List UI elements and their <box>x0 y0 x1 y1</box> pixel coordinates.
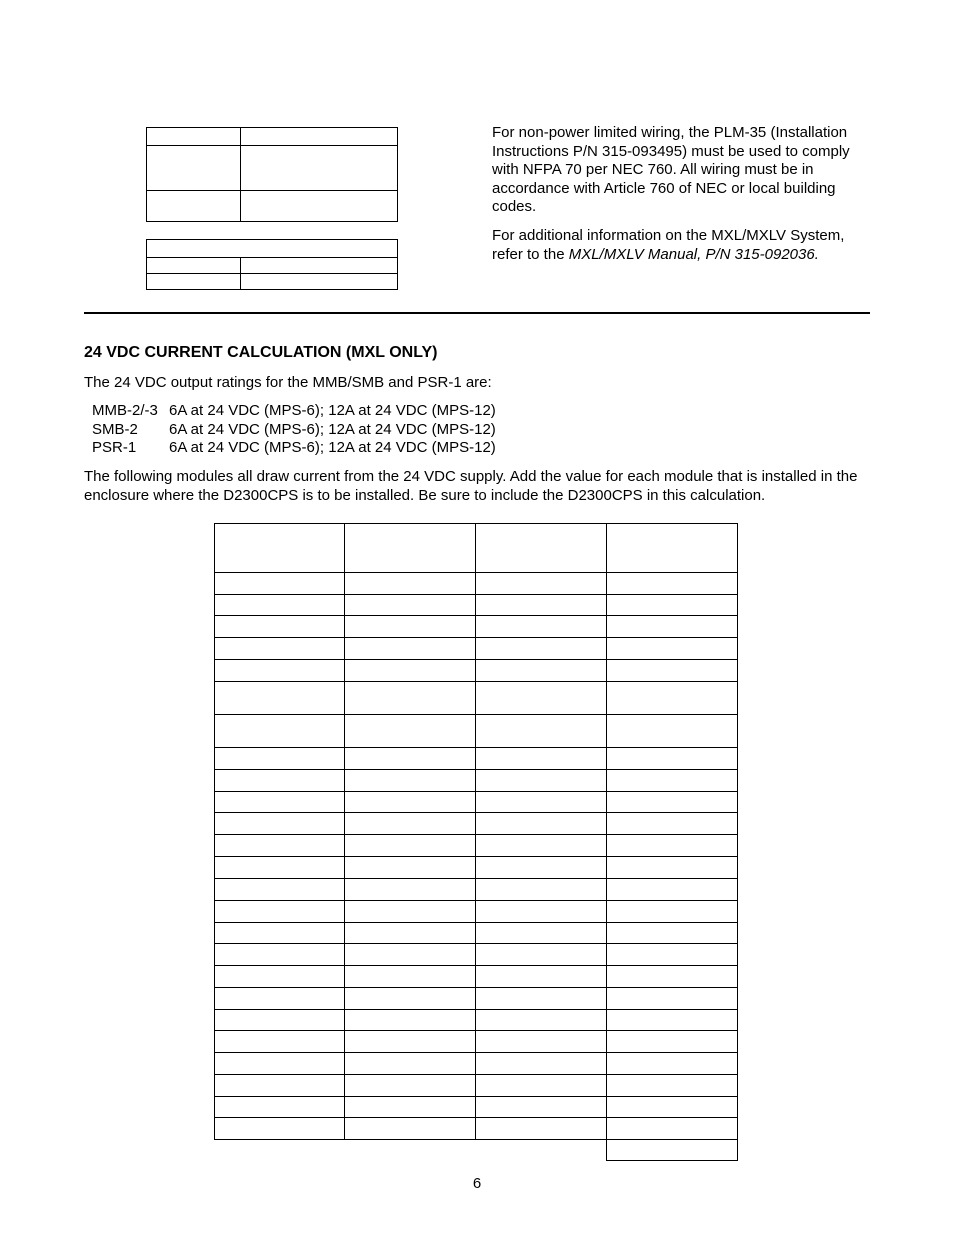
table-row-line <box>214 637 738 638</box>
page-number: 6 <box>472 1175 482 1192</box>
additional-info-prefix: For additional information on the MXL/MXLV System, refer to the <box>492 227 845 263</box>
table-column-line <box>606 523 607 1140</box>
rating-value: 6A at 24 VDC (MPS-6); 12A at 24 VDC (MPS-12) <box>169 439 496 456</box>
table-row-line <box>214 1117 738 1118</box>
rating-module: SMB-2 <box>92 420 138 438</box>
table-row-line <box>214 987 738 988</box>
table-row-line <box>214 681 738 682</box>
table-row-line <box>214 1030 738 1031</box>
table-row-line <box>214 812 738 813</box>
wiring-table-top <box>146 127 398 222</box>
table-row-line <box>214 791 738 792</box>
rating-module: MMB-2/-3 <box>92 402 158 419</box>
table-row-line <box>214 1009 738 1010</box>
table-row-line <box>214 747 738 748</box>
table-row-line <box>214 922 738 923</box>
table-cell <box>241 258 398 274</box>
rating-value: 6A at 24 VDC (MPS-6); 12A at 24 VDC (MPS-12) <box>169 402 496 419</box>
table-cell <box>147 128 241 146</box>
table-row-line <box>214 523 738 524</box>
table-row-line <box>214 769 738 770</box>
current-calculation-table <box>214 523 737 1161</box>
rating-module: PSR-1 <box>92 439 137 456</box>
total-cell <box>606 1139 738 1161</box>
table-row-line <box>214 572 738 573</box>
table-cell <box>241 274 398 290</box>
table-column-line <box>737 523 738 1140</box>
table-cell <box>147 191 241 222</box>
list-item <box>92 402 496 421</box>
table-row-line <box>214 856 738 857</box>
table-row-line <box>214 659 738 660</box>
table-cell <box>147 258 241 274</box>
table-cell <box>241 128 398 146</box>
table-cell <box>241 146 398 191</box>
list-item <box>92 421 496 440</box>
rating-value: 6A at 24 VDC (MPS-6); 12A at 24 VDC (MPS-12) <box>169 420 496 438</box>
table-row-line <box>214 943 738 944</box>
table-row-line <box>214 1074 738 1075</box>
wiring-table-bottom <box>146 239 398 290</box>
table-row-line <box>214 594 738 595</box>
additional-info <box>492 227 877 264</box>
list-item <box>92 439 496 458</box>
manual-reference: MXL/MXLV Manual, P/N 315-092036. <box>568 245 819 263</box>
calculation-instructions: The following modules all draw current from the 24 VDC supply. Add the value for each module that is installed in the enclosure where the D2300CPS is to be installed. Be sure to include the D2300CPS in this calculation. <box>84 468 858 504</box>
table-row-line <box>214 834 738 835</box>
table-row-line <box>214 1096 738 1097</box>
table-cell <box>147 274 241 290</box>
ratings-list <box>92 402 496 458</box>
table-row-line <box>214 900 738 901</box>
section-heading: 24 VDC CURRENT CALCULATION (MXL ONLY) <box>84 344 438 361</box>
table-column-line <box>214 523 215 1140</box>
table-row-line <box>214 965 738 966</box>
table-row-line <box>214 878 738 879</box>
table-row-line <box>214 1052 738 1053</box>
table-column-line <box>344 523 345 1140</box>
ratings-intro: The 24 VDC output ratings for the MMB/SMB and PSR-1 are: <box>84 374 492 391</box>
table-row-line <box>214 615 738 616</box>
table-cell <box>147 146 241 191</box>
plm-note: For non-power limited wiring, the PLM-35 (Installation Instructions P/N 315-093495) must be used to comply with NFPA 70 per NEC 760. All wiring must be in accordance with Article 760 of NEC or local building codes. <box>492 124 850 216</box>
table-cell <box>147 240 398 258</box>
section-divider <box>84 312 870 314</box>
table-column-line <box>475 523 476 1140</box>
table-row-line <box>214 714 738 715</box>
table-cell <box>241 191 398 222</box>
